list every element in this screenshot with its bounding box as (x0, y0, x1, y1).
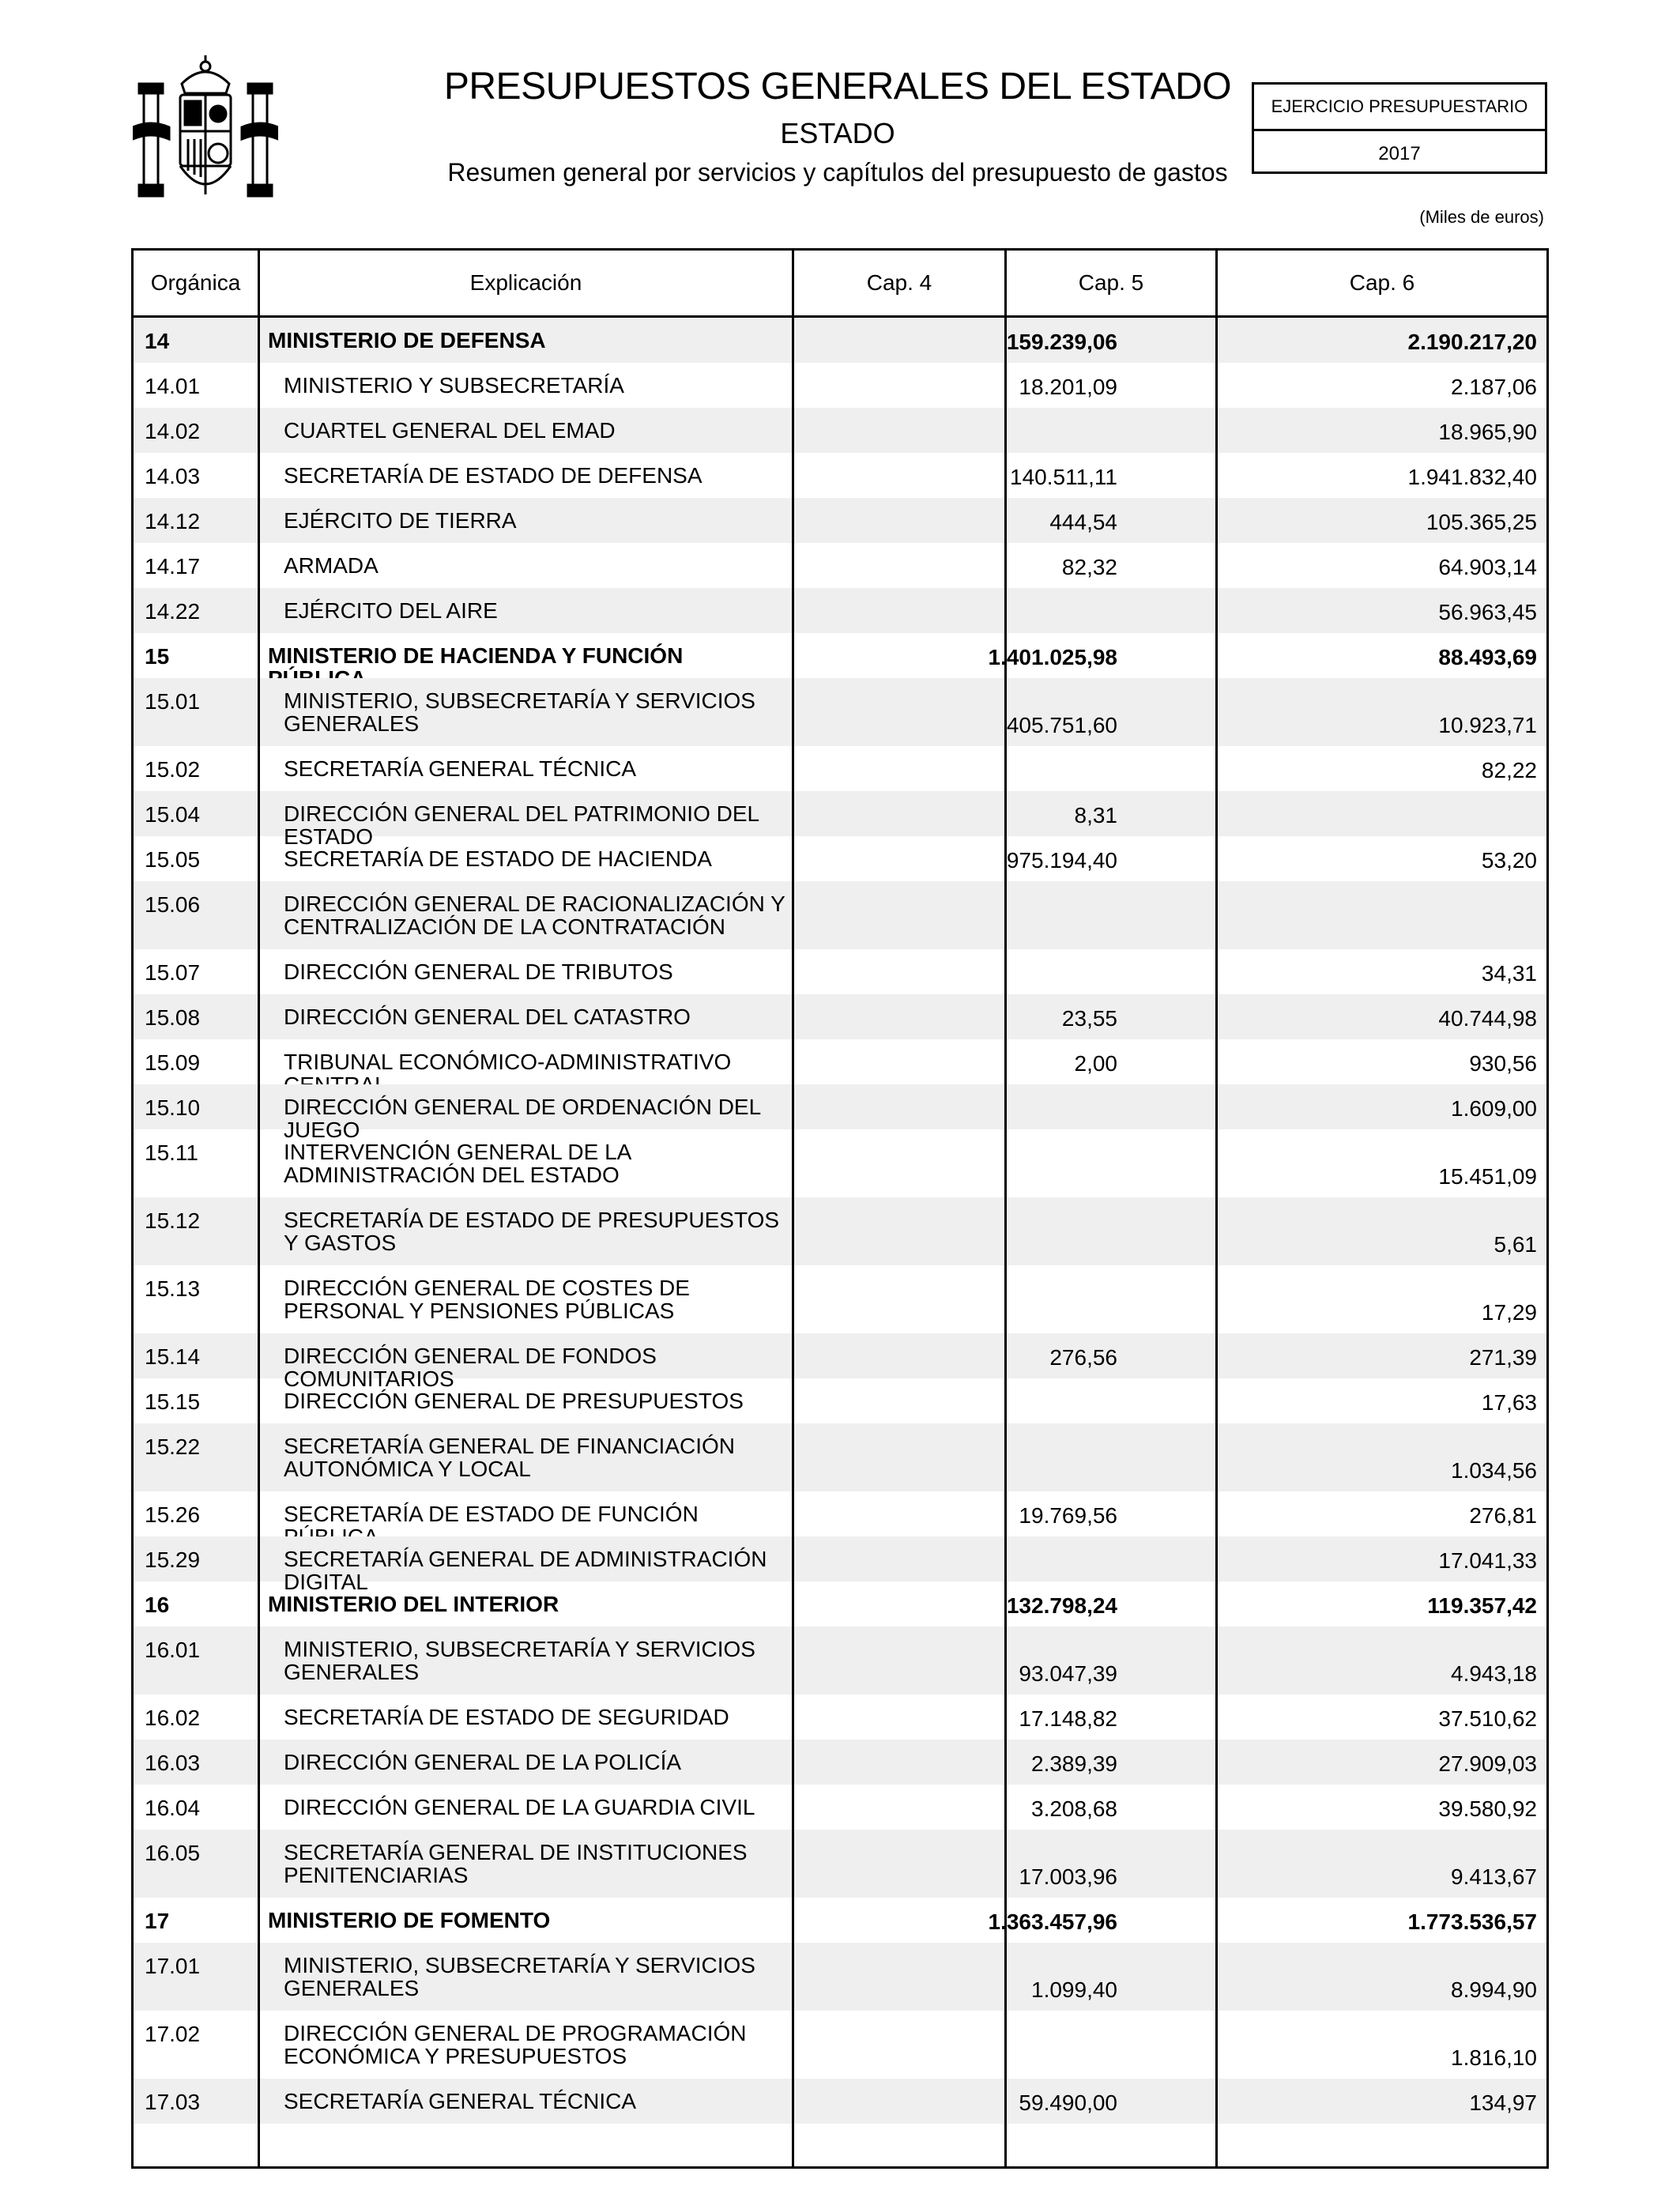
cell-explicacion: SECRETARÍA DE ESTADO DE PRESUPUESTOS Y GASTOS (284, 1208, 780, 1255)
cell-organica: 14 (145, 329, 170, 353)
table-row (134, 678, 1546, 746)
cell-organica: 14.12 (145, 509, 201, 533)
cell-organica: 14.17 (145, 554, 201, 579)
table-row (134, 543, 1546, 588)
cell-organica: 15.02 (145, 757, 201, 782)
cell-explicacion: MINISTERIO DEL INTERIOR (268, 1592, 559, 1616)
cell-explicacion: DIRECCIÓN GENERAL DE TRIBUTOS (284, 959, 673, 984)
table-row (134, 498, 1546, 543)
cell-cap6: 1.609,00 (1451, 1096, 1537, 1121)
cell-cap5 (1122, 498, 1328, 543)
cell-organica: 15.11 (145, 1140, 198, 1165)
cell-cap4 (912, 1378, 1117, 1423)
cell-cap6: 64.903,14 (1438, 555, 1537, 579)
cell-explicacion: DIRECCIÓN GENERAL DE LA GUARDIA CIVIL (284, 1795, 755, 1819)
cell-organica: 15.04 (145, 802, 201, 827)
cell-explicacion: EJÉRCITO DEL AIRE (284, 598, 498, 623)
column-divider (792, 251, 794, 2166)
cell-explicacion: SECRETARÍA GENERAL DE INSTITUCIONES PENITENCIARIAS (284, 1840, 748, 1887)
cell-cap4 (912, 1536, 1117, 1581)
cell-cap4: 17.003,96 (1019, 1864, 1117, 1889)
cell-cap6: 40.744,98 (1438, 1006, 1537, 1031)
cell-cap4: 59.490,00 (1019, 2090, 1117, 2115)
cell-organica: 17 (145, 1909, 170, 1933)
cell-cap4: 405.751,60 (1006, 713, 1117, 737)
cell-explicacion: DIRECCIÓN GENERAL DE PRESUPUESTOS (284, 1389, 744, 1413)
cell-cap5 (1122, 1627, 1328, 1695)
cell-cap4: 23,55 (1061, 1006, 1117, 1031)
cell-cap6: 15.451,09 (1438, 1164, 1537, 1189)
cell-cap4: 82,32 (1061, 555, 1117, 579)
cell-cap6: 1.941.832,40 (1407, 465, 1537, 489)
budget-table (131, 248, 1549, 2169)
cell-cap4: 276,56 (1049, 1345, 1117, 1370)
cell-organica: 15.15 (145, 1389, 201, 1414)
cell-cap6: 17,63 (1481, 1390, 1537, 1415)
table-row (134, 1423, 1546, 1491)
cell-explicacion: MINISTERIO, SUBSECRETARÍA Y SERVICIOS GENERALES (284, 1953, 755, 2000)
units-label: (Miles de euros) (1419, 207, 1544, 227)
column-header-explicacion: Explicación (469, 270, 582, 295)
cell-cap4 (912, 1265, 1117, 1333)
cell-cap5 (1122, 588, 1328, 633)
cell-cap5 (1122, 791, 1328, 836)
cell-cap5 (1122, 994, 1328, 1039)
cell-cap4: 1.099,40 (1031, 1977, 1117, 2002)
table-row (134, 633, 1546, 678)
table-row (134, 363, 1546, 408)
cell-explicacion: ARMADA (284, 553, 379, 578)
table-row (134, 836, 1546, 881)
cell-organica: 15.29 (145, 1547, 201, 1572)
cell-cap4: 132.798,24 (1006, 1593, 1117, 1618)
cell-explicacion: INTERVENCIÓN GENERAL DE LA ADMINISTRACIÓN DEL ESTADO (284, 1140, 631, 1187)
table-row (134, 1943, 1546, 2011)
cell-cap6: 18.965,90 (1438, 420, 1537, 444)
cell-explicacion: SECRETARÍA DE ESTADO DE FUNCIÓN (284, 1502, 699, 1526)
cell-cap5 (1122, 453, 1328, 498)
cell-cap5 (1122, 363, 1328, 408)
cell-explicacion: DIRECCIÓN GENERAL DE PROGRAMACIÓN ECONÓMICA Y PRESUPUESTOS (284, 2021, 747, 2068)
cell-explicacion: DIRECCIÓN GENERAL DE LA POLICÍA (284, 1750, 682, 1774)
cell-cap5 (1122, 1378, 1328, 1423)
cell-organica: 15.01 (145, 689, 201, 714)
cell-cap6: 5,61 (1494, 1232, 1537, 1257)
cell-cap5 (1122, 949, 1328, 994)
cell-organica: 15.09 (145, 1050, 201, 1075)
table-row (134, 408, 1546, 453)
cell-organica: 15.22 (145, 1434, 201, 1459)
table-row (134, 588, 1546, 633)
cell-cap6: 119.357,42 (1427, 1593, 1537, 1618)
cell-explicacion: MINISTERIO, SUBSECRETARÍA Y SERVICIOS GENERALES (284, 1637, 755, 1684)
cell-cap4 (912, 2011, 1117, 2079)
cell-cap6: 271,39 (1469, 1345, 1537, 1370)
cell-organica: 15.08 (145, 1005, 201, 1030)
cell-cap4 (912, 1129, 1117, 1197)
table-row (134, 1830, 1546, 1898)
cell-cap5 (1122, 1423, 1328, 1491)
cell-cap5 (1122, 1943, 1328, 2011)
cell-cap6: 10.923,71 (1438, 713, 1537, 737)
cell-explicacion: MINISTERIO DE HACIENDA Y FUNCIÓN (268, 643, 684, 668)
coat-of-arms-icon (133, 52, 278, 210)
cell-cap6: 276,81 (1469, 1503, 1537, 1528)
cell-cap5 (1122, 1129, 1328, 1197)
cell-cap5 (1122, 678, 1328, 746)
table-row (134, 453, 1546, 498)
table-row (134, 1333, 1546, 1391)
cell-explicacion: DIRECCIÓN GENERAL DEL PATRIMONIO DEL ESTADO (284, 801, 759, 849)
table-row (134, 1039, 1546, 1084)
cell-organica: 17.03 (145, 2090, 201, 2114)
cell-explicacion: SECRETARÍA GENERAL TÉCNICA (284, 756, 637, 781)
cell-organica: 14.22 (145, 599, 201, 624)
cell-cap5 (1122, 318, 1328, 363)
cell-cap6: 37.510,62 (1438, 1706, 1537, 1731)
table-row (134, 1740, 1546, 1785)
cell-cap5 (1122, 1740, 1328, 1785)
cell-cap6: 1.816,10 (1451, 2045, 1537, 2070)
cell-cap6: 4.943,18 (1451, 1661, 1537, 1686)
cell-cap6 (1335, 881, 1537, 949)
cell-cap4 (912, 881, 1117, 949)
exercise-box (1252, 82, 1547, 174)
cell-explicacion: MINISTERIO DE FOMENTO (268, 1908, 551, 1932)
cell-cap6: 930,56 (1469, 1051, 1537, 1076)
cell-cap5 (1122, 1039, 1328, 1084)
cell-explicacion: SECRETARÍA DE ESTADO DE SEGURIDAD (284, 1705, 729, 1729)
cell-cap4 (912, 588, 1117, 633)
cell-explicacion: DIRECCIÓN GENERAL DE RACIONALIZACIÓN Y CENTRALIZACIÓN DE LA CONTRATACIÓN (284, 892, 785, 939)
cell-cap5 (1122, 1695, 1328, 1740)
page-title: PRESUPUESTOS GENERALES DEL ESTADO (443, 66, 1232, 107)
column-divider (1004, 251, 1007, 2166)
cell-cap6: 34,31 (1481, 961, 1537, 986)
cell-cap5 (1122, 1265, 1328, 1333)
cell-cap6: 88.493,69 (1438, 645, 1537, 669)
table-row (134, 881, 1546, 949)
cell-cap5 (1122, 1785, 1328, 1830)
cell-cap6: 82,22 (1481, 758, 1537, 782)
table-row (134, 791, 1546, 849)
cell-cap4 (912, 408, 1117, 453)
cell-cap6: 134,97 (1469, 2090, 1537, 2115)
cell-organica: 16 (145, 1593, 170, 1617)
table-row (134, 1581, 1546, 1627)
table-row (134, 1695, 1546, 1740)
cell-cap4: 975.194,40 (1006, 848, 1117, 873)
cell-explicacion: MINISTERIO, SUBSECRETARÍA Y SERVICIOS GENERALES (284, 688, 755, 736)
cell-cap6: 17,29 (1481, 1300, 1537, 1325)
cell-cap4: 2.389,39 (1031, 1751, 1117, 1776)
cell-cap5 (1122, 1084, 1328, 1129)
cell-organica: 15.12 (145, 1208, 201, 1233)
table-row (134, 1898, 1546, 1943)
cell-cap6: 105.365,25 (1426, 510, 1537, 534)
cell-cap4: 8,31 (1074, 803, 1117, 827)
cell-cap5 (1122, 1333, 1328, 1378)
cell-cap5 (1122, 881, 1328, 949)
cell-organica: 16.04 (145, 1796, 201, 1820)
cell-explicacion: CUARTEL GENERAL DEL EMAD (284, 418, 616, 443)
cell-cap4 (912, 949, 1117, 994)
cell-explicacion: SECRETARÍA GENERAL DE FINANCIACIÓN AUTONÓMICA Y LOCAL (284, 1434, 735, 1481)
exercise-label: EJERCICIO PRESUPUESTARIO (1254, 85, 1545, 131)
cell-cap4: 444,54 (1049, 510, 1117, 534)
table-row (134, 1265, 1546, 1333)
table-row (134, 1491, 1546, 1536)
cell-cap6: 56.963,45 (1438, 600, 1537, 624)
cell-organica: 15.14 (145, 1344, 201, 1369)
exercise-year: 2017 (1378, 142, 1421, 164)
column-header-organica: Orgánica (150, 270, 241, 295)
table-row (134, 2079, 1546, 2124)
cell-cap6: 2.190.217,20 (1407, 330, 1537, 354)
column-divider (258, 251, 260, 2166)
column-header-cap4: Cap. 4 (866, 270, 932, 295)
column-header-cap6: Cap. 6 (1349, 270, 1415, 295)
cell-cap4: 93.047,39 (1019, 1661, 1117, 1686)
table-row (134, 2011, 1546, 2079)
table-row (134, 1129, 1546, 1197)
cell-explicacion: SECRETARÍA GENERAL TÉCNICA (284, 2089, 637, 2113)
cell-cap6: 17.041,33 (1438, 1548, 1537, 1573)
cell-organica: 14.01 (145, 374, 201, 398)
table-row (134, 1084, 1546, 1142)
table-row (134, 994, 1546, 1039)
cell-explicacion: MINISTERIO Y SUBSECRETARÍA (284, 373, 624, 398)
table-row (134, 1536, 1546, 1594)
cell-cap6: 1.034,56 (1451, 1458, 1537, 1483)
table-row (134, 1197, 1546, 1265)
column-header-cap5: Cap. 5 (1078, 270, 1144, 295)
cell-cap5 (1122, 1898, 1328, 1943)
cell-organica: 15.26 (145, 1502, 201, 1527)
cell-explicacion: MINISTERIO DE DEFENSA (268, 328, 546, 352)
cell-cap5 (1122, 543, 1328, 588)
cell-explicacion: SECRETARÍA GENERAL DE ADMINISTRACIÓN DIGITAL (284, 1547, 767, 1594)
cell-cap6: 2.187,06 (1451, 375, 1537, 399)
cell-cap5 (1122, 2079, 1328, 2124)
cell-organica: 17.02 (145, 2022, 201, 2046)
cell-organica: 15.07 (145, 960, 201, 985)
column-divider (1215, 251, 1218, 2166)
cell-cap5 (1122, 1197, 1328, 1265)
cell-organica: 16.01 (145, 1638, 201, 1662)
cell-cap4: 140.511,11 (1010, 465, 1117, 489)
cell-organica: 14.02 (145, 419, 201, 443)
cell-explicacion: EJÉRCITO DE TIERRA (284, 508, 517, 533)
cell-explicacion: DIRECCIÓN GENERAL DE FONDOS COMUNITARIOS (284, 1344, 657, 1391)
cell-cap5 (1122, 408, 1328, 453)
table-row (134, 949, 1546, 994)
cell-cap4 (912, 1197, 1117, 1265)
cell-explicacion: SECRETARÍA DE ESTADO DE HACIENDA (284, 846, 712, 871)
cell-cap4: 2,00 (1074, 1051, 1117, 1076)
cell-explicacion: DIRECCIÓN GENERAL DEL CATASTRO (284, 1005, 691, 1029)
cell-organica: 16.02 (145, 1706, 201, 1730)
cell-organica: 16.03 (145, 1751, 201, 1775)
cell-cap6: 53,20 (1481, 848, 1537, 873)
cell-cap4: 19.769,56 (1019, 1503, 1117, 1528)
cell-cap6: 1.773.536,57 (1407, 1909, 1537, 1934)
cell-cap5 (1122, 2011, 1328, 2079)
page-summary: Resumen general por servicios y capítulos del presupuesto de gastos (447, 158, 1228, 187)
cell-explicacion: TRIBUNAL ECONÓMICO-ADMINISTRATIVO (284, 1050, 732, 1074)
cell-cap5 (1122, 1830, 1328, 1898)
cell-cap5 (1122, 1491, 1328, 1536)
cell-cap6: 27.909,03 (1438, 1751, 1537, 1776)
cell-organica: 14.03 (145, 464, 201, 488)
cell-cap6: 39.580,92 (1438, 1796, 1537, 1821)
cell-cap4: 1.363.457,96 (988, 1909, 1117, 1934)
table-header (134, 251, 1546, 318)
cell-explicacion: DIRECCIÓN GENERAL DE COSTES DE PERSONAL Y PENSIONES PÚBLICAS (284, 1276, 690, 1323)
cell-cap6: 8.994,90 (1451, 1977, 1537, 2002)
table-row (134, 746, 1546, 791)
cell-cap5 (1122, 633, 1328, 678)
cell-explicacion: DIRECCIÓN GENERAL DE ORDENACIÓN DEL JUEGO (284, 1095, 761, 1142)
cell-cap4 (912, 1084, 1117, 1129)
cell-organica: 15.06 (145, 892, 201, 917)
cell-cap4: 1.401.025,98 (988, 645, 1117, 669)
cell-cap4: 3.208,68 (1031, 1796, 1117, 1821)
cell-cap4 (912, 746, 1117, 791)
cell-cap4 (912, 1423, 1117, 1491)
table-row (134, 1378, 1546, 1423)
table-row (134, 1785, 1546, 1830)
cell-cap5 (1122, 836, 1328, 881)
cell-cap5 (1122, 746, 1328, 791)
cell-cap4: 18.201,09 (1019, 375, 1117, 399)
cell-cap5 (1122, 1581, 1328, 1627)
cell-cap6: 9.413,67 (1451, 1864, 1537, 1889)
cell-organica: 17.01 (145, 1954, 201, 1978)
cell-explicacion: SECRETARÍA DE ESTADO DE DEFENSA (284, 463, 703, 488)
cell-organica: 15 (145, 644, 170, 669)
cell-cap4: 17.148,82 (1019, 1706, 1117, 1731)
cell-organica: 15.13 (145, 1276, 201, 1301)
cell-cap5 (1122, 1536, 1328, 1581)
table-row (134, 1627, 1546, 1695)
cell-cap6 (1335, 791, 1537, 836)
page-subtitle: ESTADO (780, 117, 895, 149)
cell-cap4: 159.239,06 (1006, 330, 1117, 354)
cell-organica: 16.05 (145, 1841, 201, 1865)
cell-organica: 15.10 (145, 1095, 201, 1120)
cell-organica: 15.05 (145, 847, 201, 872)
table-row (134, 318, 1546, 363)
